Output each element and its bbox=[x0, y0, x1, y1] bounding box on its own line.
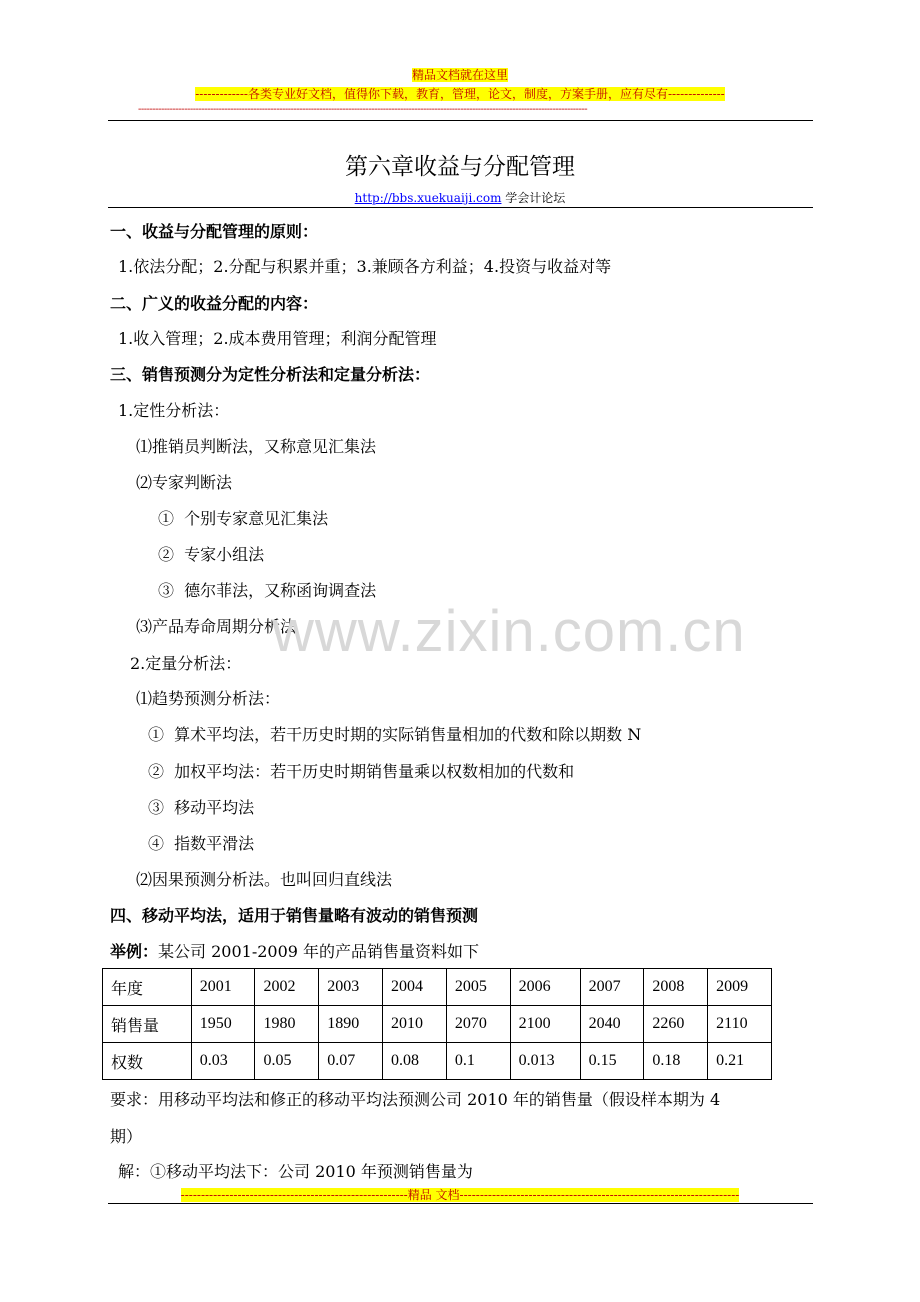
list-item: ⑴趋势预测分析法： bbox=[136, 689, 281, 708]
solution-line: 解：①移动平均法下：公司 2010 年预测销售量为 bbox=[118, 1162, 473, 1181]
section-heading-1: 一、收益与分配管理的原则： bbox=[110, 222, 319, 241]
list-item: ① 个别专家意见汇集法 bbox=[158, 509, 329, 528]
table-cell: 2110 bbox=[708, 1006, 772, 1043]
section-body-2: 1.收入管理；2.成本费用管理；利润分配管理 bbox=[118, 329, 437, 348]
list-item: ② 加权平均法：若干历史时期销售量乘以权数相加的代数和 bbox=[148, 762, 575, 781]
list-item: ③ 移动平均法 bbox=[148, 798, 255, 817]
requirement-line-2: 期） bbox=[110, 1127, 143, 1146]
table-cell: 2005 bbox=[446, 969, 510, 1006]
section-heading-2: 二、广义的收益分配的内容： bbox=[110, 294, 319, 313]
source-link[interactable]: http://bbs.xuekuaiji.com bbox=[354, 191, 502, 205]
table-cell: 2100 bbox=[510, 1006, 580, 1043]
header-banner-slogan: -------------各类专业好文档，值得你下载，教育，管理，论文，制度，方案手册，应有尽有-------------- bbox=[195, 87, 725, 101]
sales-data-table bbox=[102, 968, 772, 1080]
table-cell: 0.21 bbox=[708, 1043, 772, 1080]
list-item: ⑴推销员判断法，又称意见汇集法 bbox=[136, 437, 377, 456]
page-title: 第六章收益与分配管理 bbox=[345, 154, 575, 180]
table-cell: 0.07 bbox=[319, 1043, 383, 1080]
table-cell: 1980 bbox=[255, 1006, 319, 1043]
list-item: ⑶产品寿命周期分析法 bbox=[136, 617, 297, 636]
table-cell: 0.013 bbox=[510, 1043, 580, 1080]
header-rule bbox=[108, 120, 813, 121]
requirement-line-1: 要求：用移动平均法和修正的移动平均法预测公司 2010 年的销售量（假设样本期为 4 bbox=[110, 1090, 721, 1109]
table-cell: 2260 bbox=[644, 1006, 708, 1043]
table-cell: 0.03 bbox=[191, 1043, 255, 1080]
source-line bbox=[0, 189, 920, 206]
section-heading-3: 三、销售预测分为定性分析法和定量分析法： bbox=[110, 365, 431, 384]
footer-rule bbox=[108, 1203, 813, 1204]
table-cell: 2008 bbox=[644, 969, 708, 1006]
table-cell: 2070 bbox=[446, 1006, 510, 1043]
example-text: 某公司 2001-2009 年的产品销售量资料如下 bbox=[158, 942, 480, 961]
title-rule bbox=[108, 207, 813, 208]
list-item: ⑵因果预测分析法。也叫回归直线法 bbox=[136, 870, 393, 889]
table-cell: 2003 bbox=[319, 969, 383, 1006]
table-cell: 0.08 bbox=[383, 1043, 447, 1080]
example-line bbox=[110, 939, 479, 962]
list-item: ④ 指数平滑法 bbox=[148, 834, 255, 853]
section-body-1: 1.依法分配；2.分配与积累并重；3.兼顾各方利益；4.投资与收益对等 bbox=[118, 257, 612, 276]
table-cell: 0.15 bbox=[580, 1043, 644, 1080]
table-row bbox=[103, 969, 772, 1006]
table-cell: 2006 bbox=[510, 969, 580, 1006]
list-item: ① 算术平均法，若干历史时期的实际销售量相加的代数和除以期数 N bbox=[148, 725, 642, 744]
table-cell: 2009 bbox=[708, 969, 772, 1006]
list-item: 1.定性分析法： bbox=[118, 401, 230, 420]
example-label: 举例： bbox=[110, 942, 159, 961]
header-dashed-line: ------------------------------------------------------------------------------------------------------------------------------------------------------------ bbox=[138, 104, 588, 115]
table-cell: 2007 bbox=[580, 969, 644, 1006]
table-cell: 0.1 bbox=[446, 1043, 510, 1080]
table-row bbox=[103, 1043, 772, 1080]
table-cell: 权数 bbox=[103, 1043, 192, 1080]
table-cell: 1950 bbox=[191, 1006, 255, 1043]
list-item: ③ 德尔菲法，又称函询调查法 bbox=[158, 581, 377, 600]
table-cell: 0.05 bbox=[255, 1043, 319, 1080]
table-cell: 年度 bbox=[103, 969, 192, 1006]
table-cell: 2040 bbox=[580, 1006, 644, 1043]
section-heading-4: 四、移动平均法，适用于销售量略有波动的销售预测 bbox=[110, 906, 479, 925]
table-cell: 2004 bbox=[383, 969, 447, 1006]
table-cell: 销售量 bbox=[103, 1006, 192, 1043]
table-row bbox=[103, 1006, 772, 1043]
list-item: 2.定量分析法： bbox=[130, 654, 242, 673]
table-cell: 2001 bbox=[191, 969, 255, 1006]
watermark-text: www.zixin.com.cn bbox=[272, 599, 746, 664]
table-cell: 0.18 bbox=[644, 1043, 708, 1080]
source-suffix: 学会计论坛 bbox=[501, 191, 566, 205]
list-item: ⑵专家判断法 bbox=[136, 473, 233, 492]
table-cell: 1890 bbox=[319, 1006, 383, 1043]
table-cell: 2010 bbox=[383, 1006, 447, 1043]
footer-banner: --------------------------------------------------------精品 文档--------------------------------------------------------------------- bbox=[180, 1188, 740, 1202]
header-banner-title: 精品文档就在这里 bbox=[411, 68, 508, 82]
table-cell: 2002 bbox=[255, 969, 319, 1006]
list-item: ② 专家小组法 bbox=[158, 545, 265, 564]
